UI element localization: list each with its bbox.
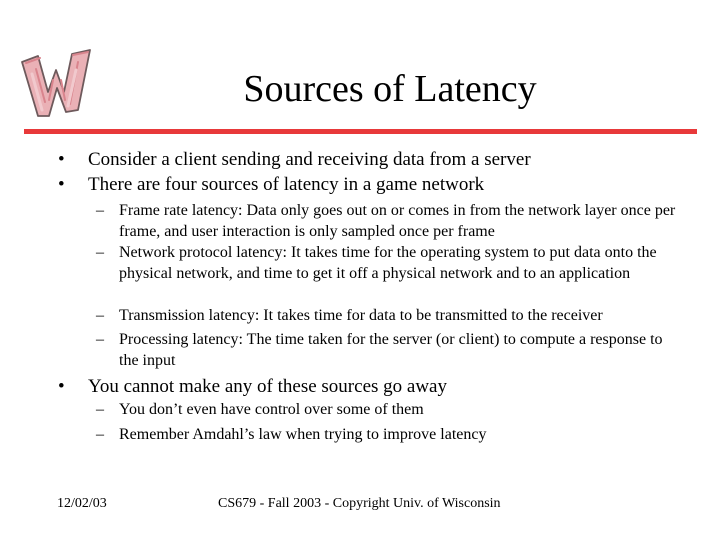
dash-marker: – <box>96 331 104 348</box>
footer-copyright: CS679 - Fall 2003 - Copyright Univ. of Wisconsin <box>218 496 501 511</box>
dash-marker: – <box>96 244 104 261</box>
sub-bullet-item <box>96 243 686 284</box>
bullet-text: Consider a client sending and receiving data from a server <box>88 149 531 170</box>
sub-bullet-item <box>96 400 686 421</box>
sub-bullet-text: Remember Amdahl’s law when trying to improve latency <box>119 426 487 443</box>
bullet-marker: • <box>58 376 65 397</box>
sub-bullet-item <box>96 306 686 327</box>
bullet-text: There are four sources of latency in a game network <box>88 174 485 195</box>
bullet-marker: • <box>58 174 65 195</box>
sub-bullet-item <box>96 425 686 446</box>
sub-bullet-text: Processing latency: The time taken for the server (or client) to compute a response to the input <box>119 331 663 369</box>
dash-marker: – <box>96 202 104 219</box>
slide-title: Sources of Latency <box>243 68 537 110</box>
footer-date: 12/02/03 <box>57 496 107 511</box>
sub-bullet-text: Network protocol latency: It takes time for the operating system to put data onto the physical network, and time to get it off a physical network and to an application <box>119 244 657 282</box>
bullet-text: You cannot make any of these sources go away <box>88 376 447 397</box>
dash-marker: – <box>96 307 104 324</box>
sub-bullet-text: You don’t even have control over some of them <box>119 401 424 418</box>
dash-marker: – <box>96 426 104 443</box>
sub-bullet-text: Transmission latency: It takes time for data to be transmitted to the receiver <box>119 307 603 324</box>
dash-marker: – <box>96 401 104 418</box>
sub-bullet-text: Frame rate latency: Data only goes out on or comes in from the network layer once per frame, and user interaction is only sampled once per frame <box>119 202 676 240</box>
sub-bullet-item <box>96 330 686 371</box>
sub-bullet-item <box>96 201 686 242</box>
bullet-marker: • <box>58 149 65 170</box>
